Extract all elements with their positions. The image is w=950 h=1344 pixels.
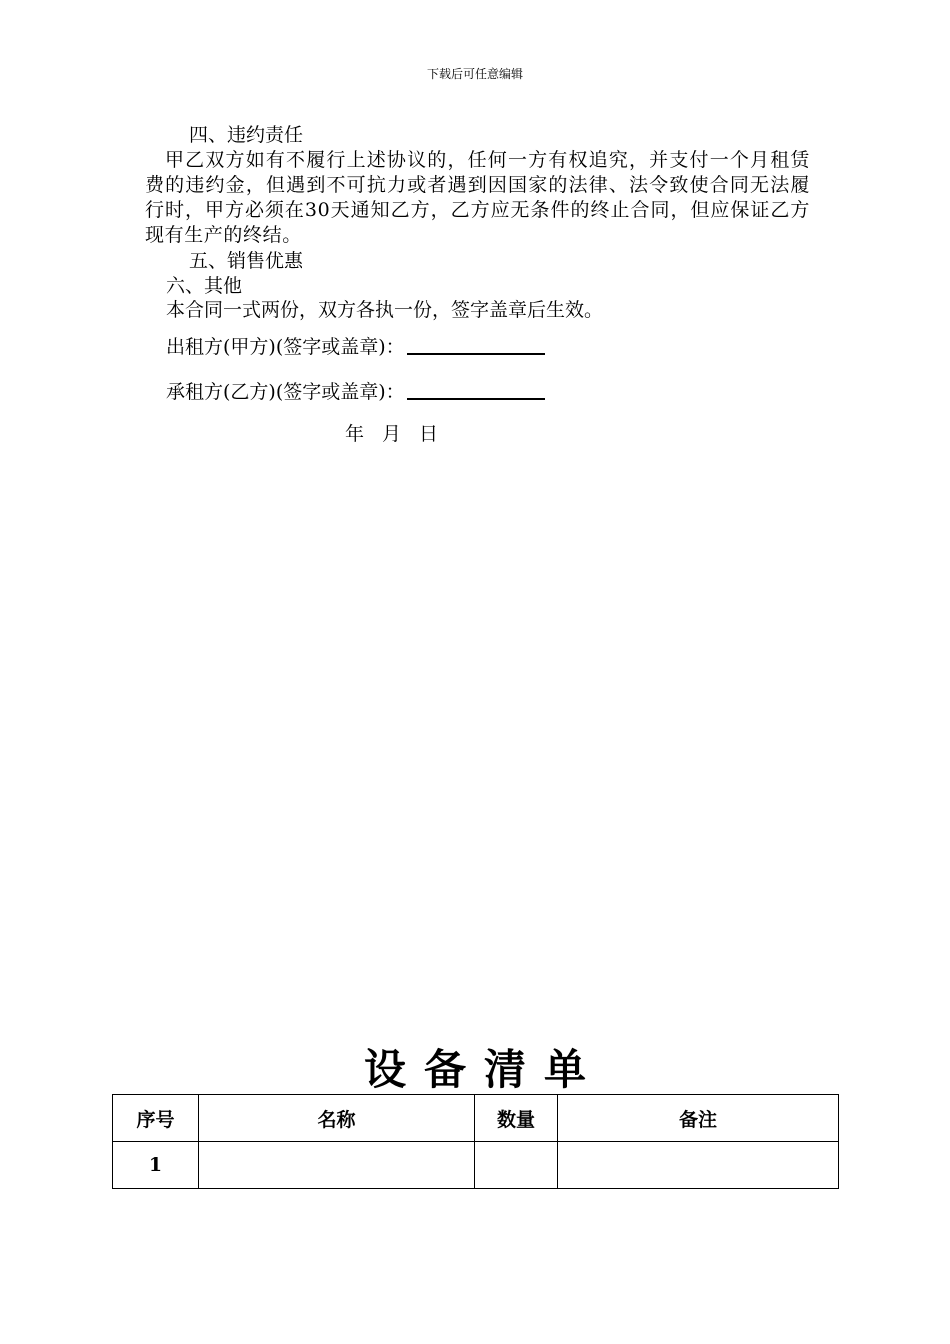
header-name: 名称 — [199, 1095, 475, 1142]
date-year: 年 — [345, 423, 365, 445]
lessee-signature — [145, 378, 831, 405]
header-quantity: 数量 — [475, 1095, 558, 1142]
breach-heading: 四、违约责任 — [189, 124, 304, 146]
header-note: 下载后可任意编辑 — [426, 67, 523, 81]
other-heading: 六、其他 — [166, 275, 243, 297]
date-month: 月 — [382, 423, 402, 445]
cell-remarks — [558, 1142, 839, 1189]
other-text: 本合同一式两份，双方各执一份，签字盖章后生效。 — [166, 299, 604, 321]
header-index: 序号 — [113, 1095, 199, 1142]
table-header-row — [113, 1095, 839, 1142]
equipment-table — [112, 1094, 839, 1189]
lessee-signature-label: 承租方(乙方)(签字或盖章)： — [166, 381, 405, 403]
table-row — [113, 1142, 839, 1189]
breach-text: 甲乙双方如有不履行上述协议的，任何一方有权追究，并支付一个月租赁费的违约金，但遇到不可抗力或者遇到因国家的法律、法令致使合同无法履行时，甲方必须在30天通知乙方，乙方应无条件的终止合同，但应保证乙方现有生产的终结。 — [145, 149, 810, 246]
date-line — [345, 422, 456, 447]
discount-heading: 五、销售优惠 — [189, 250, 304, 272]
header-remarks: 备注 — [558, 1095, 839, 1142]
cell-name — [199, 1142, 475, 1189]
lessor-signature-label: 出租方(甲方)(签字或盖章)： — [166, 336, 405, 358]
cell-index: 1 — [113, 1142, 199, 1189]
lessee-signature-line — [407, 378, 545, 400]
lessor-signature-line — [407, 333, 545, 355]
lessor-signature — [145, 333, 831, 360]
cell-quantity — [475, 1142, 558, 1189]
equipment-list-title: 设备清单 — [363, 1045, 604, 1094]
date-day: 日 — [419, 423, 439, 445]
